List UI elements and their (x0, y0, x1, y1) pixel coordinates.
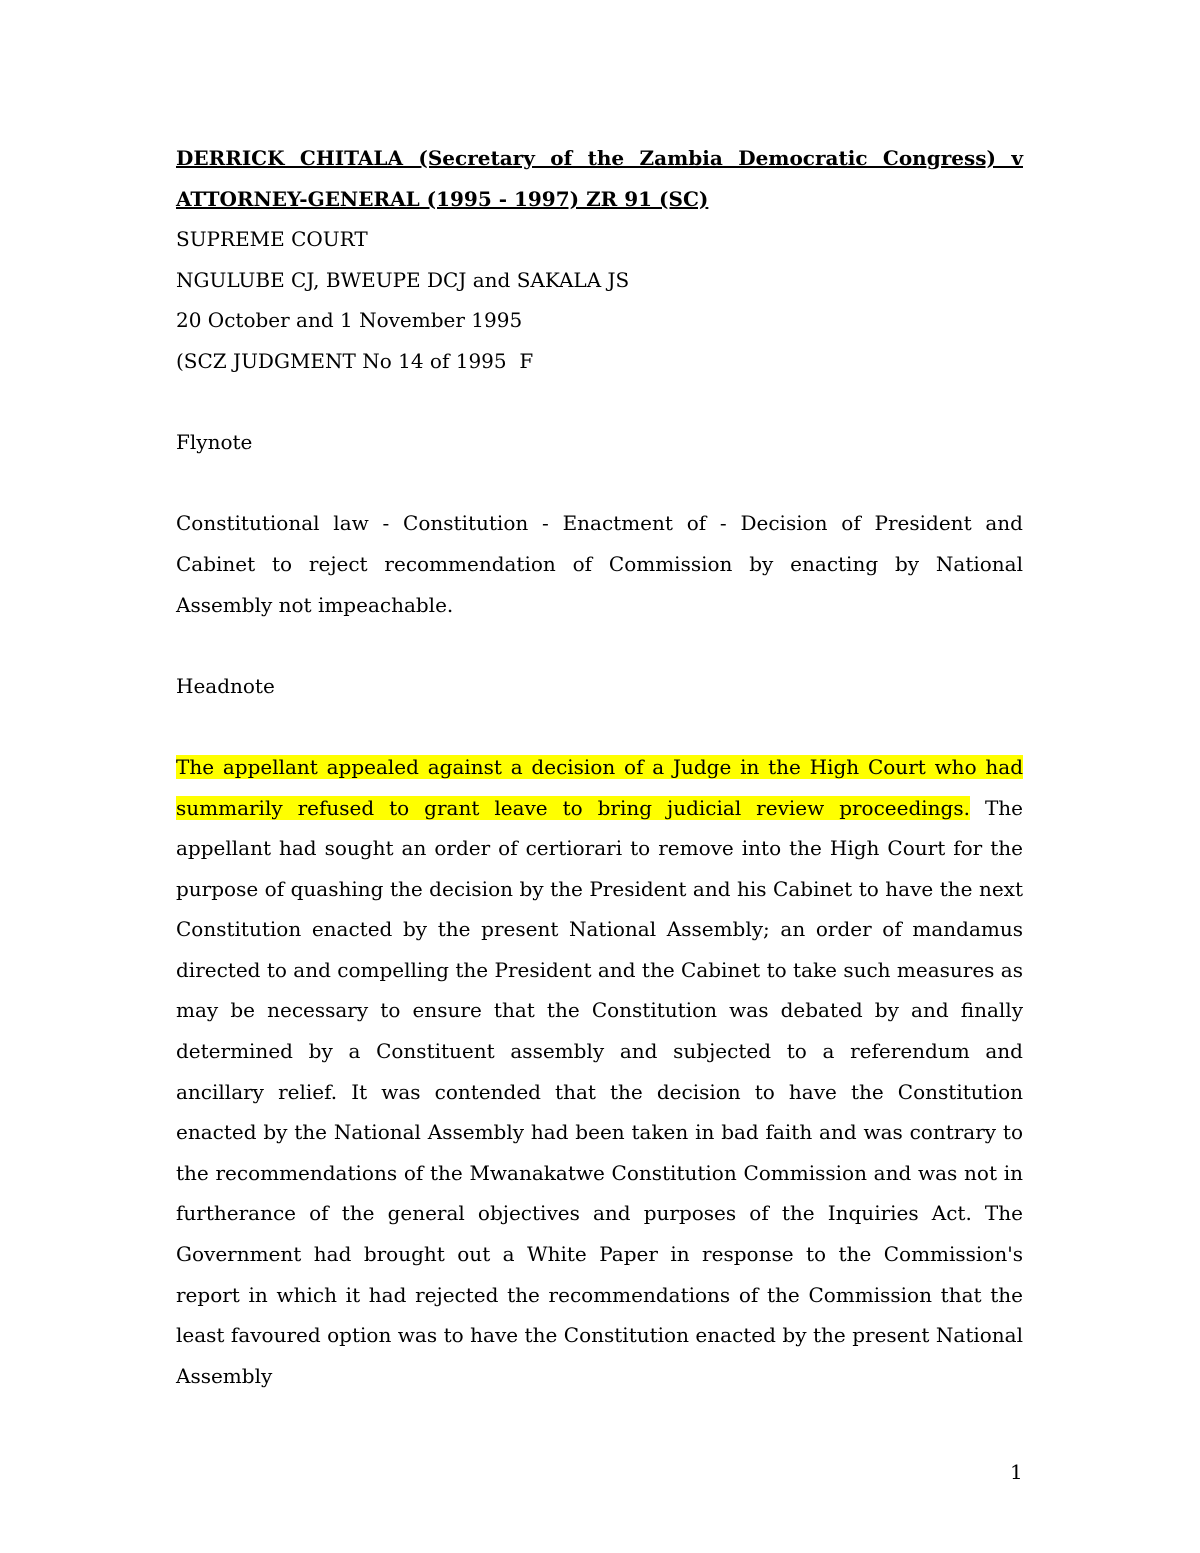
spacer (176, 463, 1023, 504)
headnote-rest-text: The appellant had sought an order of certiorari to remove into the High Court for the purpose of quashing the decision by the President and his Cabinet to have the next Constitution enacted by the present National Assembly; an order of mandamus directed to and compelling the President and the Cabinet to take such measures as may be necessary to ensure that the Constitution was debated by and finally determined by a Constituent assembly and subjected to a referendum and ancillary relief. It was contended that the decision to have the Constitution enacted by the National Assembly had been taken in bad faith and was contrary to the recommendations of the Mwanakatwe Constitution Commission and was not in furtherance of the general objectives and purposes of the Inquiries Act. The Government had brought out a White Paper in response to the Commission's report in which it had rejected the recommendations of the Commission that the least favoured option was to have the Constitution enacted by the present National Assembly (176, 795, 1023, 1388)
flynote-heading: Flynote (176, 430, 253, 455)
flynote-text: Constitutional law - Constitution - Enactment of - Decision of President and Cabinet to reject recommendation of Commission by enacting by National Assembly not impeachable. (176, 511, 1023, 617)
spacer (176, 382, 1023, 423)
spacer (176, 706, 1023, 747)
judges: NGULUBE CJ, BWEUPE DCJ and SAKALA JS (176, 267, 630, 292)
page-number: 1 (1010, 1460, 1023, 1484)
spacer (176, 625, 1023, 666)
judgment-dates: 20 October and 1 November 1995 (176, 308, 523, 333)
case-title-line-2: ATTORNEY-GENERAL (1995 - 1997) ZR 91 (SC) (176, 186, 709, 211)
headnote-heading: Headnote (176, 673, 275, 698)
document-content (176, 138, 1023, 1396)
headnote-text (176, 747, 1023, 1397)
highlighted-text: The appellant appealed against a decision of a Judge in the High Court who had summarily refused to grant leave to bring judicial review proceedings. (176, 754, 1023, 820)
judgment-reference: (SCZ JUDGMENT No 14 of 1995 F (176, 348, 534, 373)
case-title-line-1: DERRICK CHITALA (Secretary of the Zambia Democratic Congress) v (176, 146, 1023, 170)
court-name: SUPREME COURT (176, 227, 368, 252)
